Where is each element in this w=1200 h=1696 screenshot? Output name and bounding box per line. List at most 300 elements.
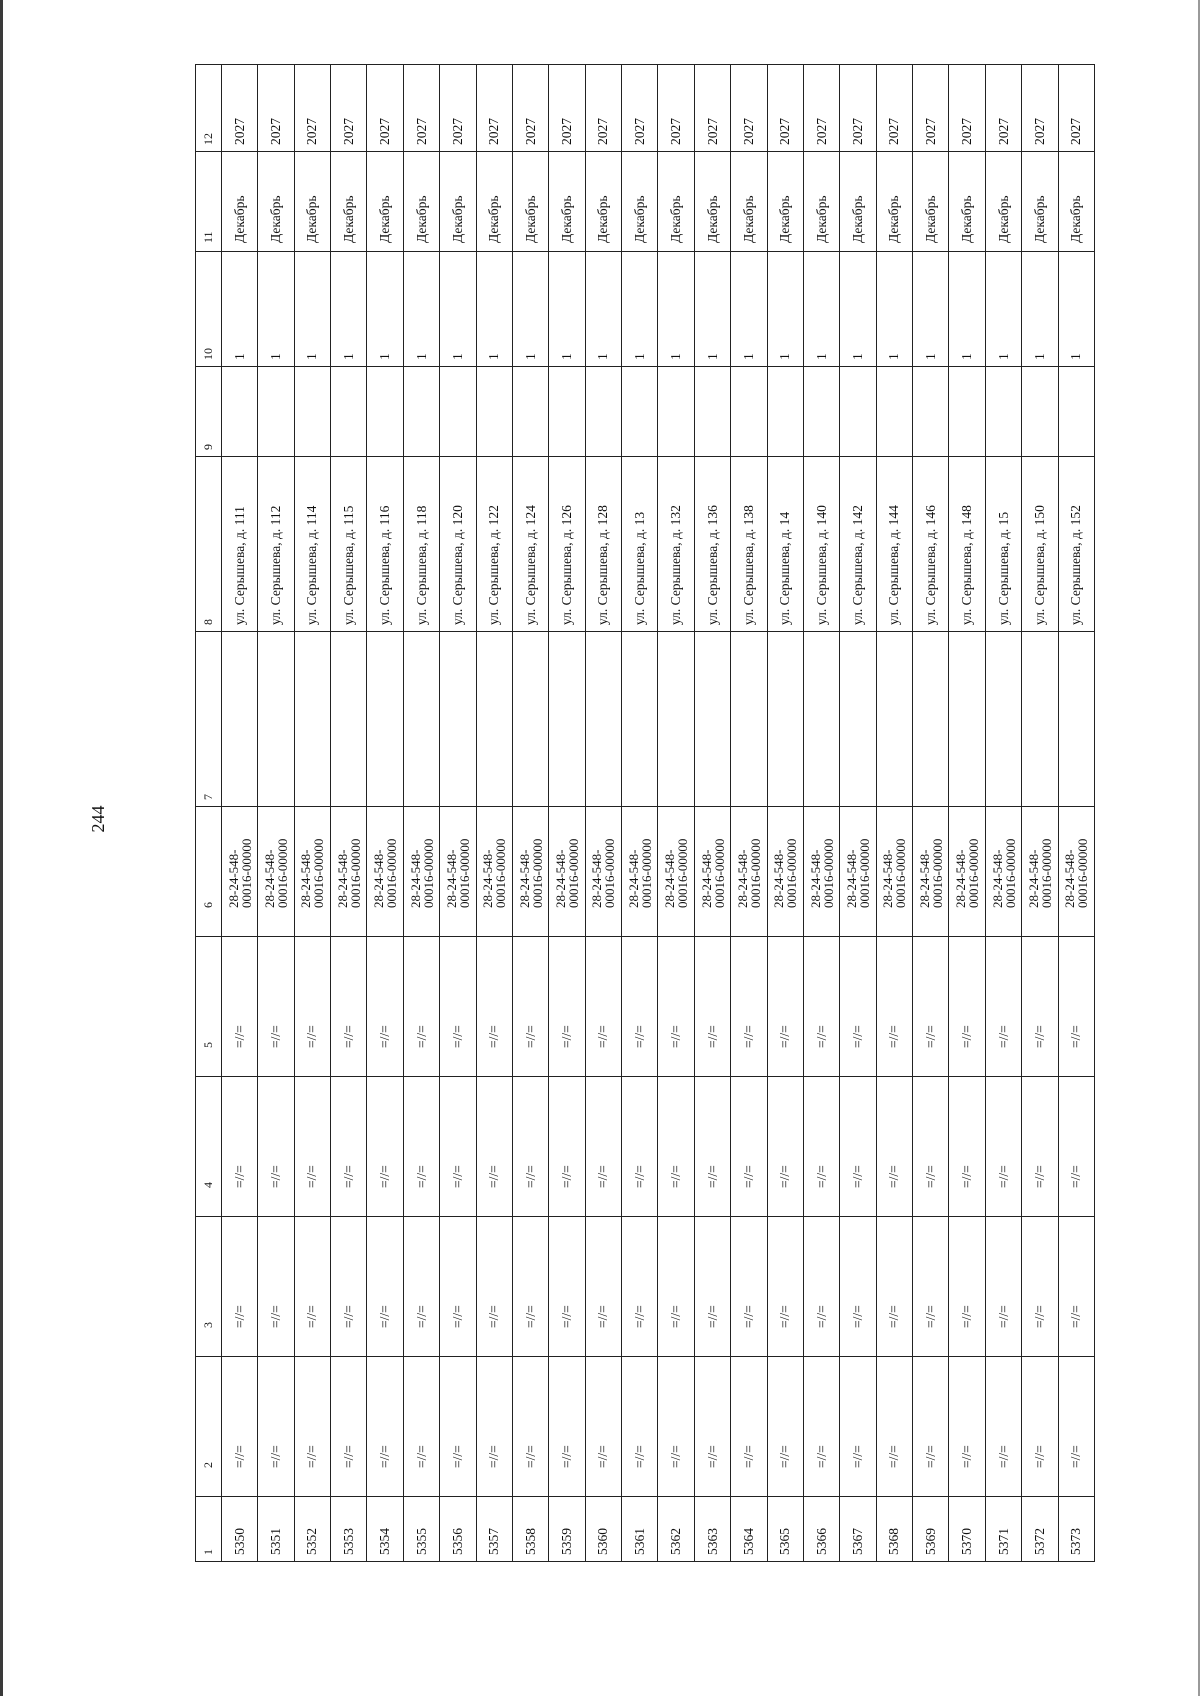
empty-cell [731,632,767,807]
count-cell: 1 [985,252,1021,367]
cadastral-number-part2: 00016-00000 [1075,838,1091,908]
ditto-cell: =//= [1058,937,1094,1077]
column-header-11: 11 [196,152,222,252]
ditto-cell: =//= [949,1217,985,1357]
cadastral-number-part2: 00016-00000 [238,838,254,908]
month-cell: Декабрь [1058,152,1094,252]
address-cell: ул. Серышева, д. 152 [1058,457,1094,632]
cadastral-number-part1: 28-24-548- [553,849,569,908]
cadastral-number-cell [949,807,985,937]
ditto-cell: =//= [512,937,548,1077]
cadastral-number-part1: 28-24-548- [625,849,641,908]
table-row [658,65,694,1562]
count-cell: 1 [622,252,658,367]
month-cell: Декабрь [694,152,730,252]
month-cell: Декабрь [258,152,294,252]
table-row [549,65,585,1562]
ditto-cell: =//= [258,1357,294,1497]
count-cell: 1 [258,252,294,367]
cadastral-number-part1: 28-24-548- [516,849,532,908]
cadastral-number-part1: 28-24-548- [334,849,350,908]
ditto-cell: =//= [403,1217,439,1357]
empty-cell [221,632,257,807]
empty-cell [221,367,257,457]
month-cell: Декабрь [440,152,476,252]
cadastral-number-part2: 00016-00000 [675,838,691,908]
cadastral-number-cell [694,807,730,937]
ditto-cell: =//= [512,1217,548,1357]
month-cell: Декабрь [294,152,330,252]
ditto-cell: =//= [476,937,512,1077]
column-header-6: 6 [196,807,222,937]
ditto-cell: =//= [476,1357,512,1497]
year-cell: 2027 [803,65,839,152]
ditto-cell: =//= [294,1077,330,1217]
year-cell: 2027 [985,65,1021,152]
ditto-cell: =//= [585,1357,621,1497]
empty-cell [585,367,621,457]
address-cell: ул. Серышева, д. 118 [403,457,439,632]
empty-cell [403,367,439,457]
empty-cell [658,367,694,457]
count-cell: 1 [403,252,439,367]
ditto-cell: =//= [913,937,949,1077]
ditto-cell: =//= [767,1357,803,1497]
count-cell: 1 [658,252,694,367]
cadastral-number-part2: 00016-00000 [347,838,363,908]
ditto-cell: =//= [803,937,839,1077]
empty-cell [294,632,330,807]
ditto-cell: =//= [294,937,330,1077]
year-cell: 2027 [694,65,730,152]
month-cell: Декабрь [913,152,949,252]
address-cell: ул. Серышева, д. 140 [803,457,839,632]
ditto-cell: =//= [403,1357,439,1497]
address-cell: ул. Серышева, д. 146 [913,457,949,632]
count-cell: 1 [949,252,985,367]
cadastral-number-cell [403,807,439,937]
registry-table-wrapper [195,65,1095,1562]
cadastral-number-part1: 28-24-548- [1062,849,1078,908]
address-cell: ул. Серышева, д. 112 [258,457,294,632]
ditto-cell: =//= [476,1217,512,1357]
cadastral-number-cell [913,807,949,937]
cadastral-number-part1: 28-24-548- [480,849,496,908]
year-cell: 2027 [1022,65,1058,152]
ditto-cell: =//= [876,1217,912,1357]
row-number-cell: 5360 [585,1497,621,1562]
month-cell: Декабрь [331,152,367,252]
ditto-cell: =//= [221,1217,257,1357]
ditto-cell: =//= [767,1077,803,1217]
year-cell: 2027 [876,65,912,152]
row-number-cell: 5369 [913,1497,949,1562]
address-cell: ул. Серышева, д. 132 [658,457,694,632]
address-cell: ул. Серышева, д. 115 [331,457,367,632]
row-number-cell: 5370 [949,1497,985,1562]
ditto-cell: =//= [403,937,439,1077]
ditto-cell: =//= [549,1217,585,1357]
table-row [767,65,803,1562]
cadastral-number-cell [476,807,512,937]
ditto-cell: =//= [549,937,585,1077]
cadastral-number-part1: 28-24-548- [407,849,423,908]
table-row [512,65,548,1562]
column-header-4: 4 [196,1077,222,1217]
cadastral-number-cell [258,807,294,937]
cadastral-number-cell [658,807,694,937]
ditto-cell: =//= [658,1217,694,1357]
address-cell: ул. Серышева, д. 142 [840,457,876,632]
ditto-cell: =//= [985,1357,1021,1497]
row-number-cell: 5351 [258,1497,294,1562]
ditto-cell: =//= [367,1217,403,1357]
ditto-cell: =//= [622,1357,658,1497]
cadastral-number-part1: 28-24-548- [662,849,678,908]
address-cell: ул. Серышева, д. 128 [585,457,621,632]
cadastral-number-part2: 00016-00000 [275,838,291,908]
ditto-cell: =//= [403,1077,439,1217]
table-row [876,65,912,1562]
year-cell: 2027 [440,65,476,152]
cadastral-number-cell [294,807,330,937]
ditto-cell: =//= [658,1357,694,1497]
ditto-cell: =//= [840,1077,876,1217]
count-cell: 1 [294,252,330,367]
registry-table [195,64,1095,1562]
cadastral-number-part1: 28-24-548- [953,849,969,908]
month-cell: Декабрь [767,152,803,252]
column-header-10: 10 [196,252,222,367]
column-header-2: 2 [196,1357,222,1497]
cadastral-number-cell [985,807,1021,937]
row-number-cell: 5350 [221,1497,257,1562]
ditto-cell: =//= [622,1077,658,1217]
year-cell: 2027 [512,65,548,152]
cadastral-number-part1: 28-24-548- [916,849,932,908]
row-number-cell: 5361 [622,1497,658,1562]
empty-cell [367,367,403,457]
cadastral-number-part2: 00016-00000 [311,838,327,908]
row-number-cell: 5364 [731,1497,767,1562]
empty-cell [694,367,730,457]
address-cell: ул. Серышева, д. 120 [440,457,476,632]
cadastral-number-part2: 00016-00000 [493,838,509,908]
month-cell: Декабрь [512,152,548,252]
table-row [403,65,439,1562]
cadastral-number-cell [803,807,839,937]
address-cell: ул. Серышева, д. 136 [694,457,730,632]
cadastral-number-part1: 28-24-548- [589,849,605,908]
cadastral-number-cell [840,807,876,937]
table-row [803,65,839,1562]
empty-cell [585,632,621,807]
cadastral-number-part1: 28-24-548- [298,849,314,908]
ditto-cell: =//= [622,1217,658,1357]
count-cell: 1 [840,252,876,367]
ditto-cell: =//= [585,937,621,1077]
count-cell: 1 [331,252,367,367]
table-row [1022,65,1058,1562]
table-row [585,65,621,1562]
ditto-cell: =//= [803,1357,839,1497]
ditto-cell: =//= [549,1357,585,1497]
empty-cell [512,632,548,807]
row-number-cell: 5373 [1058,1497,1094,1562]
empty-cell [549,632,585,807]
address-cell: ул. Серышева, д. 126 [549,457,585,632]
empty-cell [658,632,694,807]
row-number-cell: 5357 [476,1497,512,1562]
ditto-cell: =//= [585,1077,621,1217]
empty-cell [1058,632,1094,807]
ditto-cell: =//= [585,1217,621,1357]
column-header-3: 3 [196,1217,222,1357]
count-cell: 1 [767,252,803,367]
year-cell: 2027 [767,65,803,152]
count-cell: 1 [1058,252,1094,367]
empty-cell [331,367,367,457]
empty-cell [1022,367,1058,457]
year-cell: 2027 [258,65,294,152]
ditto-cell: =//= [949,1077,985,1217]
row-number-cell: 5363 [694,1497,730,1562]
year-cell: 2027 [403,65,439,152]
address-cell: ул. Серышева, д. 148 [949,457,985,632]
ditto-cell: =//= [1058,1357,1094,1497]
empty-cell [440,632,476,807]
count-cell: 1 [803,252,839,367]
empty-cell [913,367,949,457]
table-row [440,65,476,1562]
ditto-cell: =//= [221,937,257,1077]
row-number-cell: 5359 [549,1497,585,1562]
page-number: 244 [88,805,108,833]
table-row [694,65,730,1562]
ditto-cell: =//= [913,1357,949,1497]
ditto-cell: =//= [440,937,476,1077]
cadastral-number-cell [221,807,257,937]
ditto-cell: =//= [949,937,985,1077]
cadastral-number-part2: 00016-00000 [820,838,836,908]
ditto-cell: =//= [258,1217,294,1357]
month-cell: Декабрь [367,152,403,252]
cadastral-number-cell [367,807,403,937]
row-number-cell: 5358 [512,1497,548,1562]
address-cell: ул. Серышева, д. 14 [767,457,803,632]
cadastral-number-cell [512,807,548,937]
cadastral-number-part1: 28-24-548- [844,849,860,908]
row-number-cell: 5366 [803,1497,839,1562]
empty-cell [622,632,658,807]
cadastral-number-part2: 00016-00000 [420,838,436,908]
month-cell: Декабрь [949,152,985,252]
ditto-cell: =//= [440,1357,476,1497]
empty-cell [1022,632,1058,807]
row-number-cell: 5371 [985,1497,1021,1562]
ditto-cell: =//= [258,937,294,1077]
empty-cell [876,632,912,807]
month-cell: Декабрь [585,152,621,252]
ditto-cell: =//= [913,1217,949,1357]
count-cell: 1 [1022,252,1058,367]
cadastral-number-part1: 28-24-548- [371,849,387,908]
cadastral-number-cell [622,807,658,937]
ditto-cell: =//= [549,1077,585,1217]
empty-cell [694,632,730,807]
cadastral-number-part1: 28-24-548- [262,849,278,908]
month-cell: Декабрь [1022,152,1058,252]
ditto-cell: =//= [658,937,694,1077]
ditto-cell: =//= [803,1217,839,1357]
table-row [258,65,294,1562]
empty-cell [949,632,985,807]
empty-cell [258,632,294,807]
year-cell: 2027 [367,65,403,152]
row-number-cell: 5356 [440,1497,476,1562]
table-row [949,65,985,1562]
count-cell: 1 [913,252,949,367]
ditto-cell: =//= [949,1357,985,1497]
cadastral-number-cell [440,807,476,937]
ditto-cell: =//= [731,1217,767,1357]
address-cell: ул. Серышева, д. 144 [876,457,912,632]
column-header-7: 7 [196,632,222,807]
ditto-cell: =//= [767,937,803,1077]
cadastral-number-cell [549,807,585,937]
empty-cell [767,367,803,457]
column-header-9: 9 [196,367,222,457]
count-cell: 1 [440,252,476,367]
ditto-cell: =//= [221,1357,257,1497]
table-row [294,65,330,1562]
count-cell: 1 [512,252,548,367]
address-cell: ул. Серышева, д. 122 [476,457,512,632]
cadastral-number-part2: 00016-00000 [1002,838,1018,908]
ditto-cell: =//= [876,1077,912,1217]
ditto-cell: =//= [985,1217,1021,1357]
column-number-row [196,65,222,1562]
cadastral-number-part2: 00016-00000 [966,838,982,908]
cadastral-number-cell [585,807,621,937]
ditto-cell: =//= [694,1077,730,1217]
month-cell: Декабрь [803,152,839,252]
row-number-cell: 5362 [658,1497,694,1562]
row-number-cell: 5354 [367,1497,403,1562]
cadastral-number-part2: 00016-00000 [784,838,800,908]
year-cell: 2027 [913,65,949,152]
empty-cell [913,632,949,807]
month-cell: Декабрь [403,152,439,252]
year-cell: 2027 [585,65,621,152]
count-cell: 1 [549,252,585,367]
year-cell: 2027 [840,65,876,152]
count-cell: 1 [476,252,512,367]
address-cell: ул. Серышева, д. 15 [985,457,1021,632]
ditto-cell: =//= [294,1357,330,1497]
ditto-cell: =//= [258,1077,294,1217]
table-row [731,65,767,1562]
address-cell: ул. Серышева, д. 116 [367,457,403,632]
empty-cell [331,632,367,807]
cadastral-number-part1: 28-24-548- [698,849,714,908]
ditto-cell: =//= [876,937,912,1077]
empty-cell [803,632,839,807]
table-row [476,65,512,1562]
cadastral-number-cell [1058,807,1094,937]
ditto-cell: =//= [658,1077,694,1217]
count-cell: 1 [221,252,257,367]
ditto-cell: =//= [840,1357,876,1497]
empty-cell [622,367,658,457]
table-row [1058,65,1094,1562]
table-row [331,65,367,1562]
empty-cell [840,632,876,807]
cadastral-number-part2: 00016-00000 [602,838,618,908]
row-number-cell: 5355 [403,1497,439,1562]
ditto-cell: =//= [1058,1077,1094,1217]
cadastral-number-part2: 00016-00000 [566,838,582,908]
month-cell: Декабрь [221,152,257,252]
cadastral-number-cell [331,807,367,937]
ditto-cell: =//= [694,1217,730,1357]
cadastral-number-part1: 28-24-548- [734,849,750,908]
year-cell: 2027 [622,65,658,152]
column-header-8: 8 [196,457,222,632]
year-cell: 2027 [221,65,257,152]
row-number-cell: 5365 [767,1497,803,1562]
month-cell: Декабрь [731,152,767,252]
ditto-cell: =//= [876,1357,912,1497]
ditto-cell: =//= [1022,1217,1058,1357]
cadastral-number-part2: 00016-00000 [747,838,763,908]
cadastral-number-part1: 28-24-548- [1025,849,1041,908]
empty-cell [803,367,839,457]
ditto-cell: =//= [985,1077,1021,1217]
month-cell: Декабрь [476,152,512,252]
cadastral-number-part2: 00016-00000 [638,838,654,908]
year-cell: 2027 [549,65,585,152]
table-row [622,65,658,1562]
ditto-cell: =//= [331,1217,367,1357]
count-cell: 1 [731,252,767,367]
empty-cell [840,367,876,457]
ditto-cell: =//= [694,1357,730,1497]
empty-cell [476,632,512,807]
ditto-cell: =//= [731,937,767,1077]
address-cell: ул. Серышева, д. 111 [221,457,257,632]
cadastral-number-part2: 00016-00000 [384,838,400,908]
cadastral-number-part1: 28-24-548- [443,849,459,908]
ditto-cell: =//= [331,1077,367,1217]
ditto-cell: =//= [331,1357,367,1497]
empty-cell [512,367,548,457]
month-cell: Декабрь [876,152,912,252]
ditto-cell: =//= [840,1217,876,1357]
table-row [913,65,949,1562]
empty-cell [876,367,912,457]
count-cell: 1 [367,252,403,367]
ditto-cell: =//= [476,1077,512,1217]
month-cell: Декабрь [985,152,1021,252]
ditto-cell: =//= [694,937,730,1077]
cadastral-number-cell [876,807,912,937]
address-cell: ул. Серышева, д. 124 [512,457,548,632]
address-cell: ул. Серышева, д. 150 [1022,457,1058,632]
cadastral-number-part2: 00016-00000 [529,838,545,908]
row-number-cell: 5367 [840,1497,876,1562]
ditto-cell: =//= [1058,1217,1094,1357]
